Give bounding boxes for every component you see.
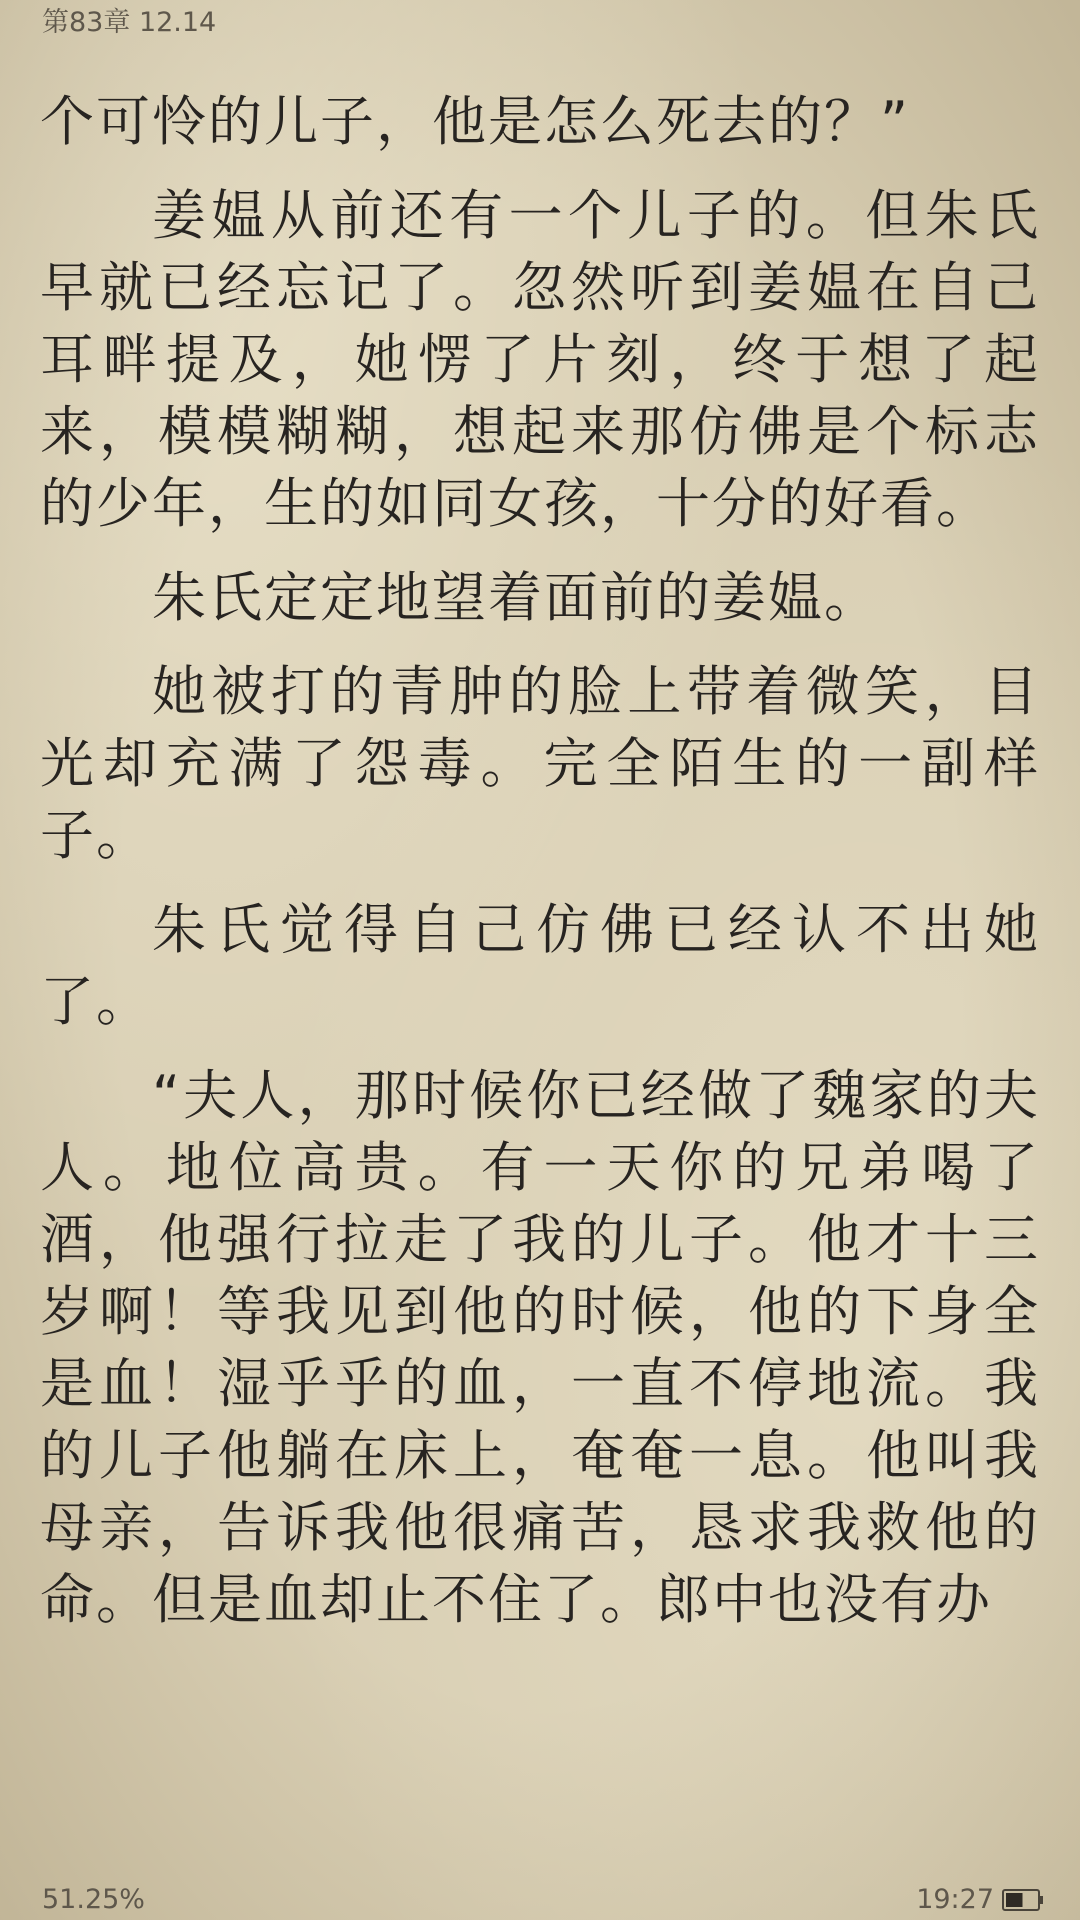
status-info — [916, 1885, 1044, 1915]
chapter-title: 第83章 12.14 — [42, 7, 217, 38]
paragraph: 个可怜的儿子，他是怎么死去的？” — [40, 90, 910, 153]
paragraph: 她被打的青肿的脸上带着微笑，目光却充满了怨毒。完全陌生的一副样子。 — [40, 660, 1040, 867]
paragraph: “夫人，那时候你已经做了魏家的夫人。地位高贵。有一天你的兄弟喝了酒，他强行拉走了我的儿子。他才十三岁啊！等我见到他的时候，他的下身全是血！湿乎乎的血，一直不停地流。我的儿子他躺在床上，奄奄一息。他叫我母亲，告诉我他很痛苦，恳求我救他的命。但是血却止不住了。郎中也没有办 — [40, 1064, 1040, 1631]
paragraph: 朱氏定定地望着面前的姜媪。 — [152, 566, 880, 629]
battery-icon — [1002, 1888, 1044, 1912]
paragraph: 姜媪从前还有一个儿子的。但朱氏早就已经忘记了。忽然听到姜媪在自己耳畔提及，她愣了片刻，终于想了起来，模模糊糊，想起来那仿佛是个标志的少年，生的如同女孩，十分的好看。 — [40, 184, 1040, 535]
chapter-text — [40, 86, 1040, 1658]
battery-fill — [1006, 1893, 1023, 1907]
reading-progress: 51.25% — [42, 1884, 145, 1915]
clock-time: 19:27 — [916, 1884, 994, 1915]
paragraph: 朱氏觉得自己仿佛已经认不出她了。 — [40, 898, 1040, 1033]
